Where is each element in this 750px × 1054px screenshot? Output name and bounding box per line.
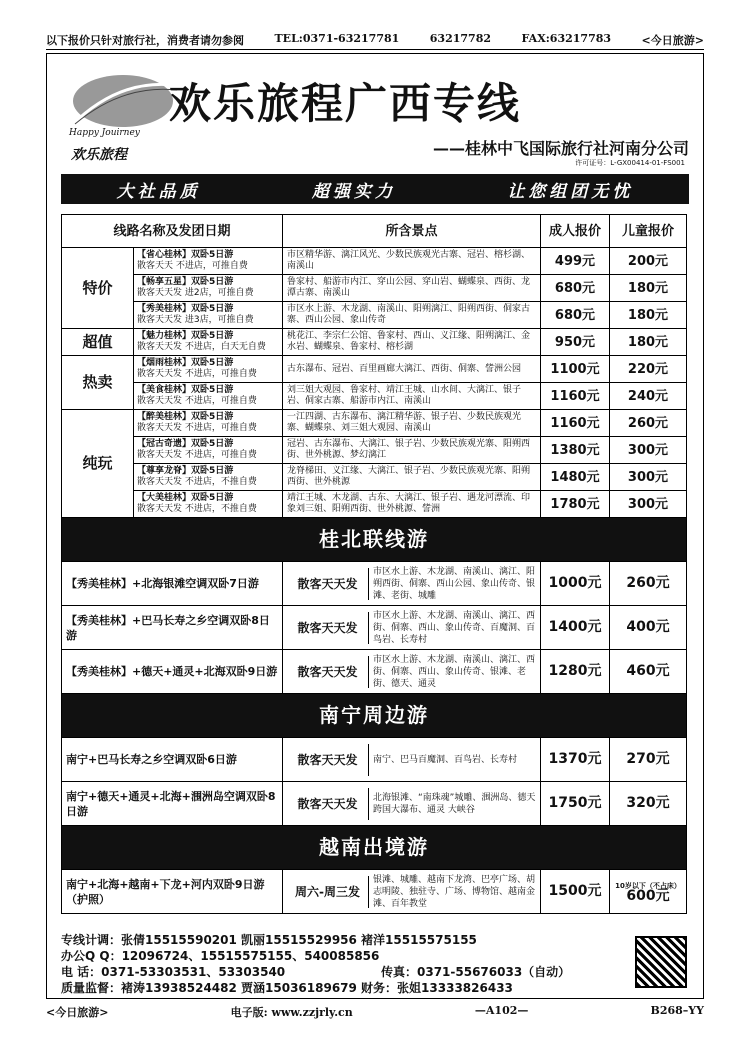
category-label: 热卖 <box>62 356 134 410</box>
contact-line-1: 专线计调：张倩15515590201 凯丽15515529956 褚洋15515575155 <box>61 933 477 947</box>
table-row <box>62 738 687 782</box>
section-header-vietnam <box>62 826 687 870</box>
tel: TEL:0371-63217781 <box>274 32 400 45</box>
departure-cell: 散客天天发 <box>287 744 369 776</box>
child-price: 180元 <box>610 275 687 302</box>
section-title: 越南出境游 <box>62 826 687 870</box>
adult-price: 1370元 <box>541 738 610 782</box>
table-row <box>62 562 687 606</box>
departure-cell: 散客天天发 <box>287 612 369 644</box>
child-price: 270元 <box>610 738 687 782</box>
route-cell: 南宁+德天+通灵+北海+涠洲岛空调双卧8日游 <box>62 782 283 826</box>
agency-name: ——桂林中飞国际旅行社河南分公司 <box>432 139 689 158</box>
table-row <box>62 275 687 302</box>
sights-cell: 市区水上游、木龙湖、南溪山、阳朔漓江、阳朔西街、侗家古寨、西山公园、象山传奇 <box>283 302 541 329</box>
sights-cell: 散客天天发 南宁、巴马百魔洞、百鸟岩、长寿村 <box>283 738 541 782</box>
sights-cell: 靖江王城、木龙湖、古东、大漓江、银子岩、遇龙河漂流、印象刘三姐、阳朔西街、世外桃源、訾洲 <box>283 491 541 518</box>
route-cell: 【秀美桂林】+北海银滩空调双卧7日游 <box>62 562 283 606</box>
contacts <box>61 932 621 996</box>
child-price: 300元 <box>610 437 687 464</box>
table-row <box>62 491 687 518</box>
sights-cell: 龙脊梯田、义江缘、大漓江、银子岩、少数民族观光寨、阳朔西街、世外桃源 <box>283 464 541 491</box>
top-bar <box>46 32 704 50</box>
logo-chinese: 欢乐旅程 <box>71 147 127 163</box>
slogan-3: 让您组团无忧 <box>507 181 634 202</box>
section-title: 桂北联线游 <box>62 518 687 562</box>
slogan-banner <box>61 174 689 204</box>
table-row <box>62 410 687 437</box>
bottom-bar <box>46 1004 704 1022</box>
category-label: 特价 <box>62 248 134 329</box>
route-cell: 【魅力桂林】双卧5日游 散客天天发 不进店，白天无自费 <box>134 329 283 356</box>
sights-cell: 散客天天发 市区水上游、木龙湖、南溪山、漓江、西街、侗寨、西山、象山传奇、百魔洞、百鸟岩、长寿村 <box>283 606 541 650</box>
child-price: 260元 <box>610 562 687 606</box>
sights-cell: 刘三姐大观园、鲁家村、靖江王城、山水间、大漓江、银子岩、侗家古寨、船游市内江、南溪山 <box>283 383 541 410</box>
fax: FAX:63217783 <box>521 32 612 45</box>
footer-page: —A102— <box>474 1004 529 1017</box>
route-cell: 南宁+北海+越南+下龙+河内双卧9日游（护照） <box>62 870 283 914</box>
child-note: 10岁以下（不占床） <box>615 881 681 890</box>
sights-cell: 桃花江、李宗仁公馆、鲁家村、西山、义江缘、阳朔漓江、金水岩、蝴蝶泉、鲁家村、榕杉湖 <box>283 329 541 356</box>
table-row <box>62 650 687 694</box>
departure-cell: 散客天天发 <box>287 568 369 600</box>
table-header <box>62 215 687 248</box>
child-price: 300元 <box>610 491 687 518</box>
adult-price: 1160元 <box>541 383 610 410</box>
logo-english: Happy Jouirney <box>69 128 140 138</box>
contact-line-2: 办公Q Q：12096724、15515575155、540085856 <box>61 949 380 963</box>
sights-cell: 市区精华游、漓江风光、少数民族观光古寨、冠岩、榕杉湖、南溪山 <box>283 248 541 275</box>
child-price: 220元 <box>610 356 687 383</box>
table-row <box>62 383 687 410</box>
route-cell: 【美食桂林】双卧5日游 散客天天发 不进店，可推自费 <box>134 383 283 410</box>
child-price-value: 600元 <box>626 887 670 904</box>
section-header-guibei <box>62 518 687 562</box>
sights-cell: 散客天天发 市区水上游、木龙湖、南溪山、漓江、西街、侗寨、西山、象山传奇、银滩、老街、德天、通灵 <box>283 650 541 694</box>
adult-price: 1750元 <box>541 782 610 826</box>
table-row <box>62 248 687 275</box>
child-price: 400元 <box>610 606 687 650</box>
sights-cell: 鲁家村、船游市内江、穿山公园、穿山岩、蝴蝶泉、西街、龙潭古寨、南溪山 <box>283 275 541 302</box>
child-price: 180元 <box>610 329 687 356</box>
child-price: 460元 <box>610 650 687 694</box>
route-cell: 【秀美桂林】+德天+通灵+北海双卧9日游 <box>62 650 283 694</box>
footer-code: B268–YY <box>650 1004 704 1017</box>
category-label: 纯玩 <box>62 410 134 518</box>
adult-price: 1380元 <box>541 437 610 464</box>
slogan-1: 大社品质 <box>116 181 201 202</box>
route-cell: 【冠古奇遗】双卧5日游 散客天天发 不进店，可推自费 <box>134 437 283 464</box>
header-child: 儿童报价 <box>610 215 687 248</box>
table-row <box>62 606 687 650</box>
notice: 以下报价只针对旅行社，消费者请勿参阅 <box>46 34 244 47</box>
contact-line-3: 电 话：0371-53303531、53303540 传真：0371-55676033（自动） <box>61 965 571 979</box>
license-number: 许可证号：L-GX00414-01-FS001 <box>575 159 685 167</box>
sights-cell: 周六-周三发 银滩、城雕、越南下龙湾、巴亭广场、胡志明陵、独驻寺、广场、博物馆、越南金滩、百年教堂 <box>283 870 541 914</box>
table-row <box>62 782 687 826</box>
departure-cell: 散客天天发 <box>287 656 369 688</box>
adult-price: 499元 <box>541 248 610 275</box>
table-row <box>62 437 687 464</box>
route-cell: 【省心桂林】双卧5日游 散客天天 不进店，可推自费 <box>134 248 283 275</box>
adult-price: 1000元 <box>541 562 610 606</box>
adult-price: 1400元 <box>541 606 610 650</box>
header-sights: 所含景点 <box>283 215 541 248</box>
sights-cell: 一江四湖、古东瀑布、漓江精华游、银子岩、少数民族观光寨、蝴蝶泉、刘三姐大观园、南溪山 <box>283 410 541 437</box>
table-row <box>62 464 687 491</box>
sights-cell: 散客天天发 北海银滩、“南珠魂”城雕、涠洲岛、德天跨国大瀑布、通灵 大峡谷 <box>283 782 541 826</box>
departure-cell: 周六-周三发 <box>287 876 369 908</box>
child-price: 180元 <box>610 302 687 329</box>
route-cell: 【烟雨桂林】双卧5日游 散客天天发 不进店，可推自费 <box>134 356 283 383</box>
adult-price: 1160元 <box>541 410 610 437</box>
table-row <box>62 329 687 356</box>
route-cell: 【尊享龙脊】双卧5日游 散客天天发 不进店，不推自费 <box>134 464 283 491</box>
route-cell: 【畅享五星】双卧5日游 散客天天发 进2店，可推自费 <box>134 275 283 302</box>
adult-price: 680元 <box>541 302 610 329</box>
adult-price: 680元 <box>541 275 610 302</box>
adult-price: 1480元 <box>541 464 610 491</box>
ad-frame <box>46 53 704 999</box>
footer-web: 电子版: www.zzjrly.cn <box>230 1006 353 1019</box>
route-cell: 【大美桂林】双卧5日游 散客天天发 不进店，不推自费 <box>134 491 283 518</box>
child-price: 300元 <box>610 464 687 491</box>
route-cell: 【醉美桂林】双卧5日游 散客天天发 不进店，可推自费 <box>134 410 283 437</box>
price-table <box>61 214 687 914</box>
sights-cell: 古东瀑布、冠岩、百里画廊大漓江、西街、侗寨、訾洲公园 <box>283 356 541 383</box>
child-price <box>610 870 687 914</box>
header-route: 线路名称及发团日期 <box>62 215 283 248</box>
category-label: 超值 <box>62 329 134 356</box>
adult-price: 1780元 <box>541 491 610 518</box>
qr-code-icon <box>635 936 687 988</box>
sights-cell: 冠岩、古东瀑布、大漓江、银子岩、少数民族观光寨、阳朔西街、世外桃源、梦幻漓江 <box>283 437 541 464</box>
brand: <今日旅游> <box>641 34 704 47</box>
adult-price: 950元 <box>541 329 610 356</box>
route-cell: 【秀美桂林】双卧5日游 散客天天发 进3店，可推自费 <box>134 302 283 329</box>
child-price: 200元 <box>610 248 687 275</box>
sights-cell: 散客天天发 市区水上游、木龙湖、南溪山、漓江、阳朔西街、侗寨、西山公园、象山传奇、银滩、老街、城雕 <box>283 562 541 606</box>
child-price: 320元 <box>610 782 687 826</box>
table-row <box>62 302 687 329</box>
child-price: 240元 <box>610 383 687 410</box>
departure-cell: 散客天天发 <box>287 788 369 820</box>
section-header-nanning <box>62 694 687 738</box>
contact-line-4: 质量监督：褚涛13938524482 贾涵15036189679 财务：张姐13333826433 <box>61 981 513 995</box>
section-title: 南宁周边游 <box>62 694 687 738</box>
footer-brand: <今日旅游> <box>46 1006 109 1019</box>
slogan-2: 超强实力 <box>311 181 396 202</box>
adult-price: 1100元 <box>541 356 610 383</box>
route-cell: 南宁+巴马长寿之乡空调双卧6日游 <box>62 738 283 782</box>
tel2: 63217782 <box>429 32 492 45</box>
route-cell: 【秀美桂林】+巴马长寿之乡空调双卧8日游 <box>62 606 283 650</box>
adult-price: 1500元 <box>541 870 610 914</box>
header-adult: 成人报价 <box>541 215 610 248</box>
table-row <box>62 356 687 383</box>
adult-price: 1280元 <box>541 650 610 694</box>
table-row <box>62 870 687 914</box>
page-title: 欢乐旅程广西专线 <box>169 79 522 128</box>
child-price: 260元 <box>610 410 687 437</box>
